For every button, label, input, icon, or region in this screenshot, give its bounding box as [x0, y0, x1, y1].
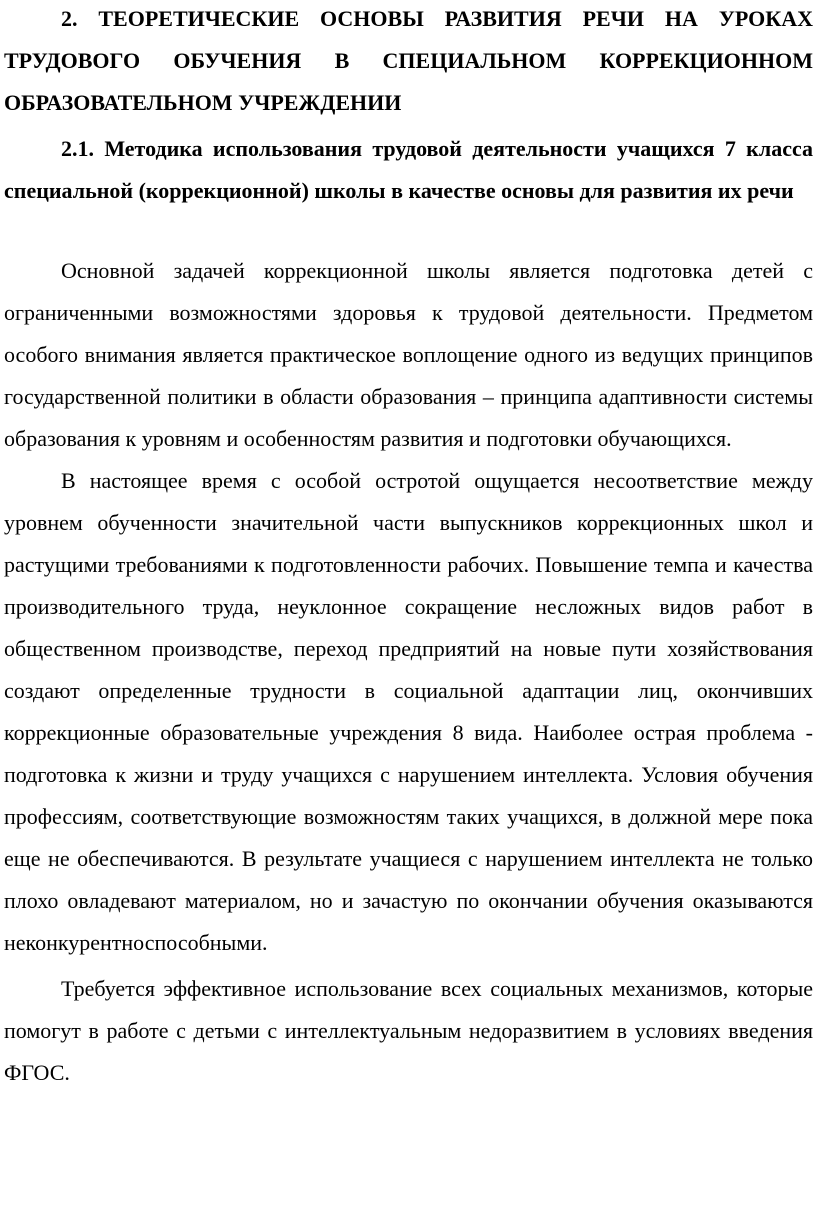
chapter-heading: 2. ТЕОРЕТИЧЕСКИЕ ОСНОВЫ РАЗВИТИЯ РЕЧИ НА УРОКАХ ТРУДОВОГО ОБУЧЕНИЯ В СПЕЦИАЛЬНОМ КОРРЕКЦИОННОМ ОБРАЗОВАТЕЛЬНОМ УЧРЕЖДЕНИИ [4, 6, 813, 115]
document-page [4, 0, 813, 1094]
paragraph-3: Требуется эффективное использование всех социальных механизмов, которые помогут в работе с детьми с интеллектуальным недоразвитием в условиях введения ФГОС. [4, 976, 813, 1085]
paragraph-1: Основной задачей коррекционной школы является подготовка детей с ограниченными возможностями здоровья к трудовой деятельности. Предметом особого внимания является практическое воплощение одного из ведущих принципов государственной политики в области образования – принципа адаптивности системы образования к уровням и особенностям развития и подготовки обучающихся. [4, 258, 813, 451]
paragraph-2: В настоящее время с особой остротой ощущается несоответствие между уровнем обученности значительной части выпускников коррекционных школ и растущими требованиями к подготовленности рабочих. Повышение темпа и качества производительного труда, неуклонное сокращение несложных видов работ в общественном производстве, переход предприятий на новые пути хозяйствования создают определенные трудности в социальной адаптации лиц, окончивших коррекционные образовательные учреждения 8 вида. Наиболее острая проблема - подготовка к жизни и труду учащихся с нарушением интеллекта. Условия обучения профессиям, соответствующие возможностям таких учащихся, в должной мере пока еще не обеспечиваются. В результате учащиеся с нарушением интеллекта не только плохо овладевают материалом, но и зачастую по окончании обучения оказываются неконкурентноспособными. [4, 468, 813, 955]
section-heading: 2.1. Методика использования трудовой деятельности учащихся 7 класса специальной (коррекционной) школы в качестве основы для развития их речи [4, 136, 813, 203]
